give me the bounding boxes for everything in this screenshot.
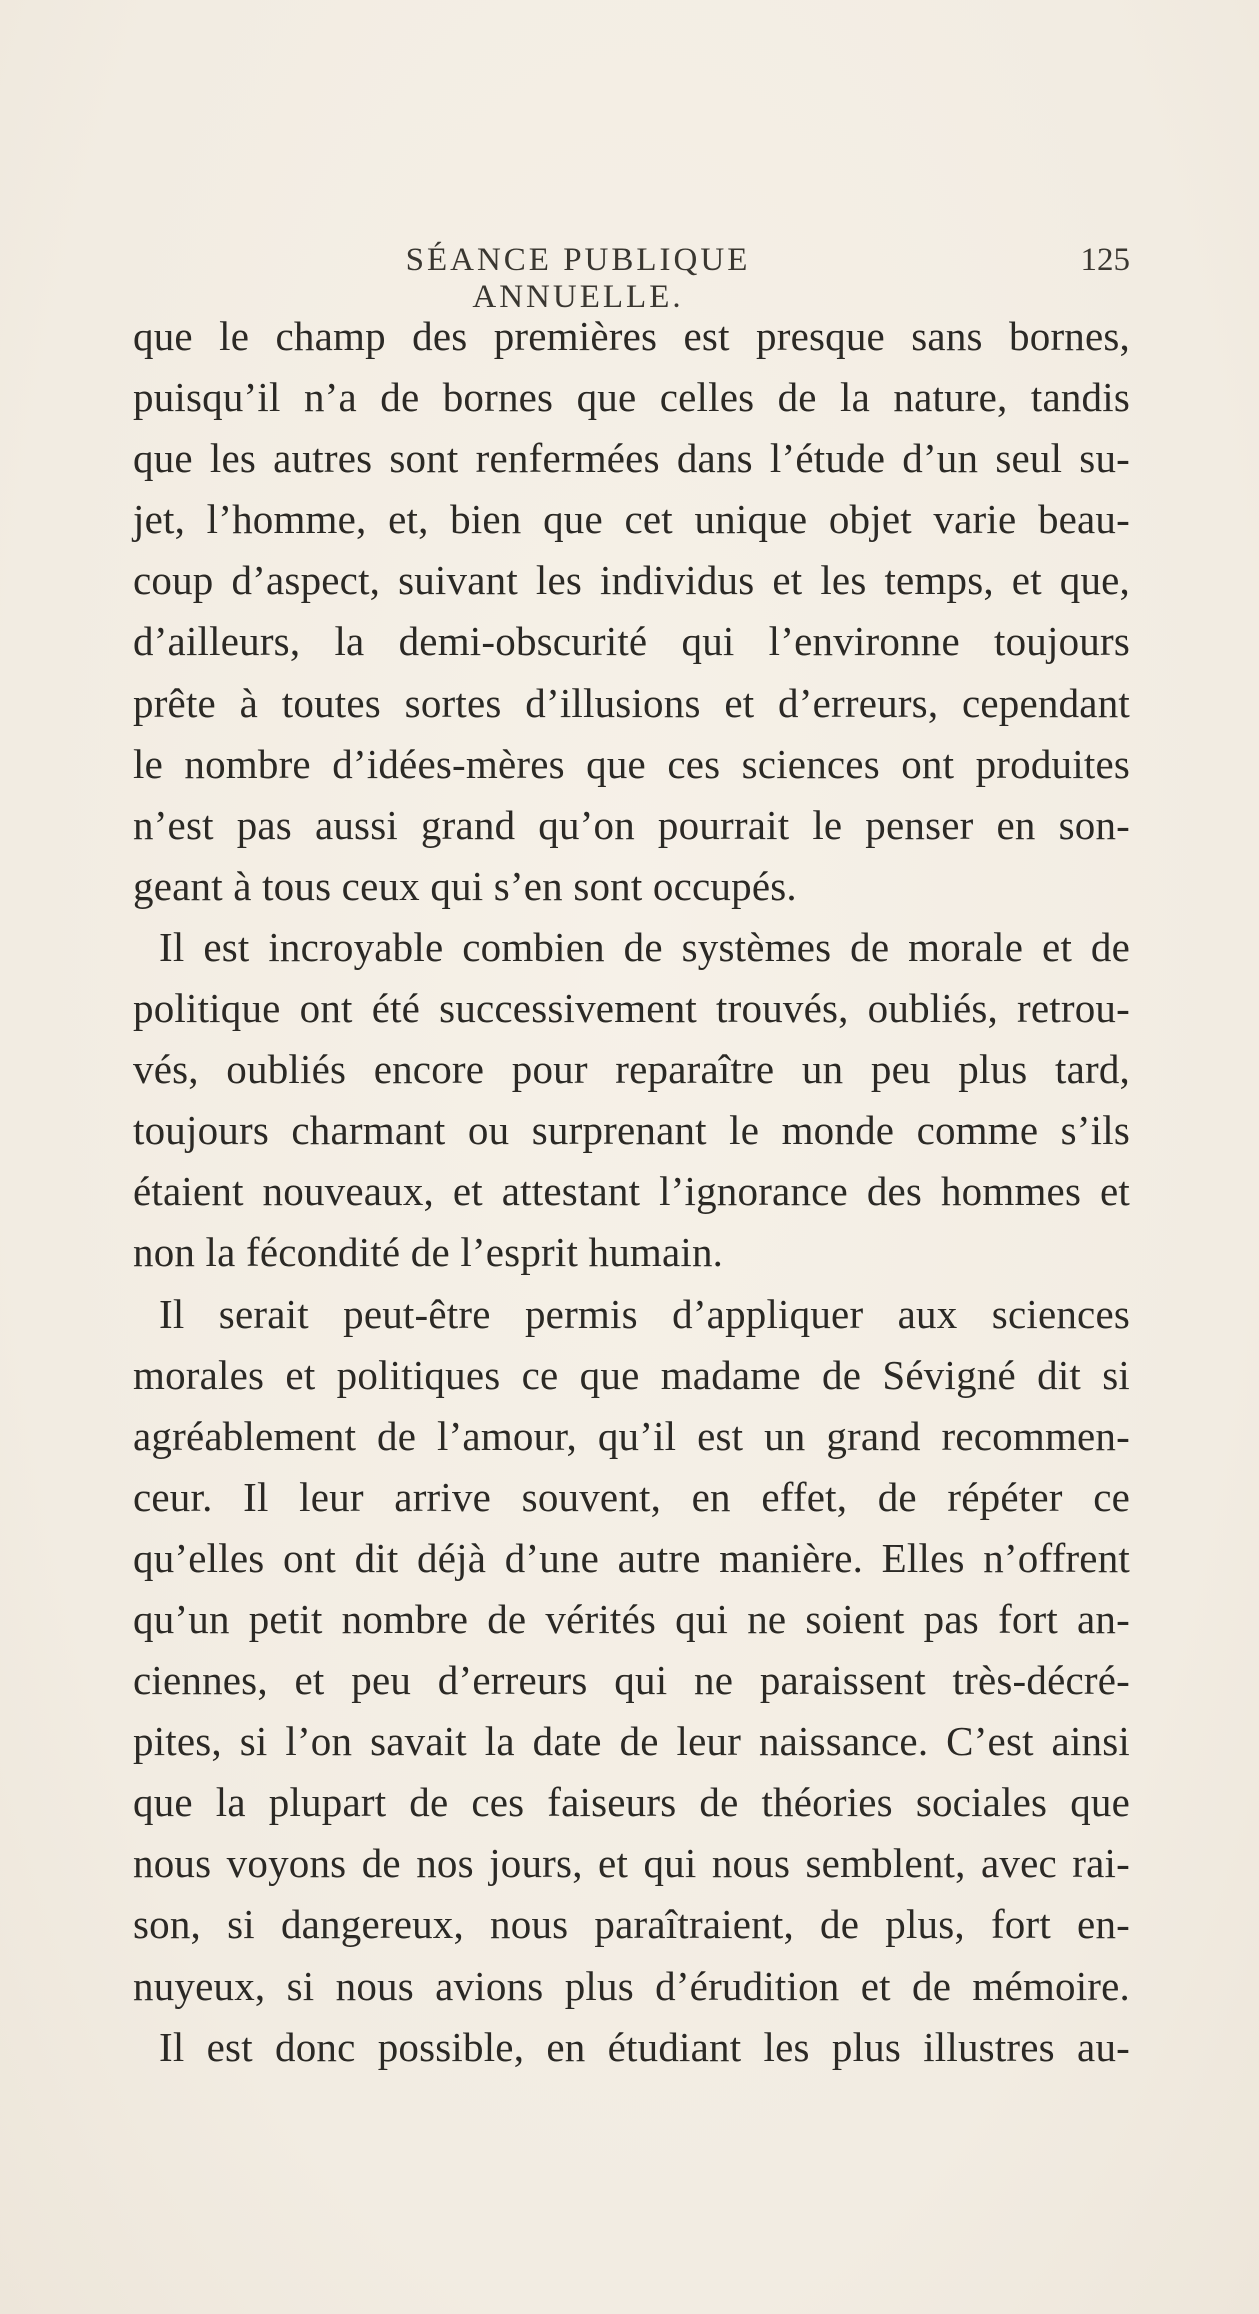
text-line: Il est donc possible, en étudiant les plus illustres au- (159, 2023, 1130, 2070)
text-line: Il est incroyable combien de systèmes de morale et de (159, 923, 1130, 970)
text-line: qu’un petit nombre de vérités qui ne soient pas fort an- (133, 1595, 1130, 1642)
text-line: agréablement de l’amour, qu’il est un grand recommen- (133, 1412, 1130, 1459)
running-head (133, 242, 1130, 315)
text-line: ciennes, et peu d’erreurs qui ne paraissent très-décré- (133, 1657, 1130, 1704)
text-line: pites, si l’on savait la date de leur naissance. C’est ainsi (133, 1718, 1130, 1765)
page-number: 125 (1080, 242, 1130, 278)
running-title: SÉANCE PUBLIQUE ANNUELLE. (405, 242, 751, 315)
text-line: son, si dangereux, nous paraîtraient, de plus, fort en- (133, 1901, 1130, 1948)
text-line: nous voyons de nos jours, et qui nous semblent, avec rai- (133, 1840, 1130, 1887)
text-line: toujours charmant ou surprenant le monde comme s’ils (133, 1107, 1130, 1154)
text-line: le nombre d’idées-mères que ces sciences ont produites (133, 740, 1130, 787)
text-line: vés, oubliés encore pour reparaître un peu plus tard, (133, 1046, 1130, 1093)
text-line: Il serait peut-être permis d’appliquer aux sciences (159, 1290, 1130, 1337)
text-line: politique ont été successivement trouvés, oubliés, retrou- (133, 985, 1130, 1032)
body-text (133, 306, 1130, 2078)
text-line: qu’elles ont dit déjà d’une autre manière. Elles n’offrent (133, 1534, 1130, 1581)
text-line: que le champ des premières est presque sans bornes, (133, 313, 1130, 359)
text-line: jet, l’homme, et, bien que cet unique objet varie beau- (133, 496, 1130, 543)
text-line: non la fécondité de l’esprit humain. (133, 1229, 724, 1276)
text-line: nuyeux, si nous avions plus d’érudition et de mémoire. (133, 1962, 1130, 2009)
text-line: geant à tous ceux qui s’en sont occupés. (133, 862, 797, 909)
text-line: d’ailleurs, la demi-obscurité qui l’environne toujours (133, 618, 1130, 665)
text-line: n’est pas aussi grand qu’on pourrait le penser en son- (133, 801, 1130, 848)
text-line: prête à toutes sortes d’illusions et d’erreurs, cependant (133, 679, 1130, 726)
text-line: étaient nouveaux, et attestant l’ignorance des hommes et (133, 1168, 1130, 1215)
text-line: coup d’aspect, suivant les individus et les temps, et que, (133, 557, 1130, 604)
text-line: ceur. Il leur arrive souvent, en effet, de répéter ce (133, 1473, 1130, 1520)
text-line: que la plupart de ces faiseurs de théories sociales que (133, 1779, 1130, 1826)
text-line: puisqu’il n’a de bornes que celles de la nature, tandis (133, 374, 1130, 421)
text-line: morales et politiques ce que madame de Sévigné dit si (133, 1351, 1130, 1398)
text-line: que les autres sont renfermées dans l’étude d’un seul su- (133, 435, 1130, 482)
